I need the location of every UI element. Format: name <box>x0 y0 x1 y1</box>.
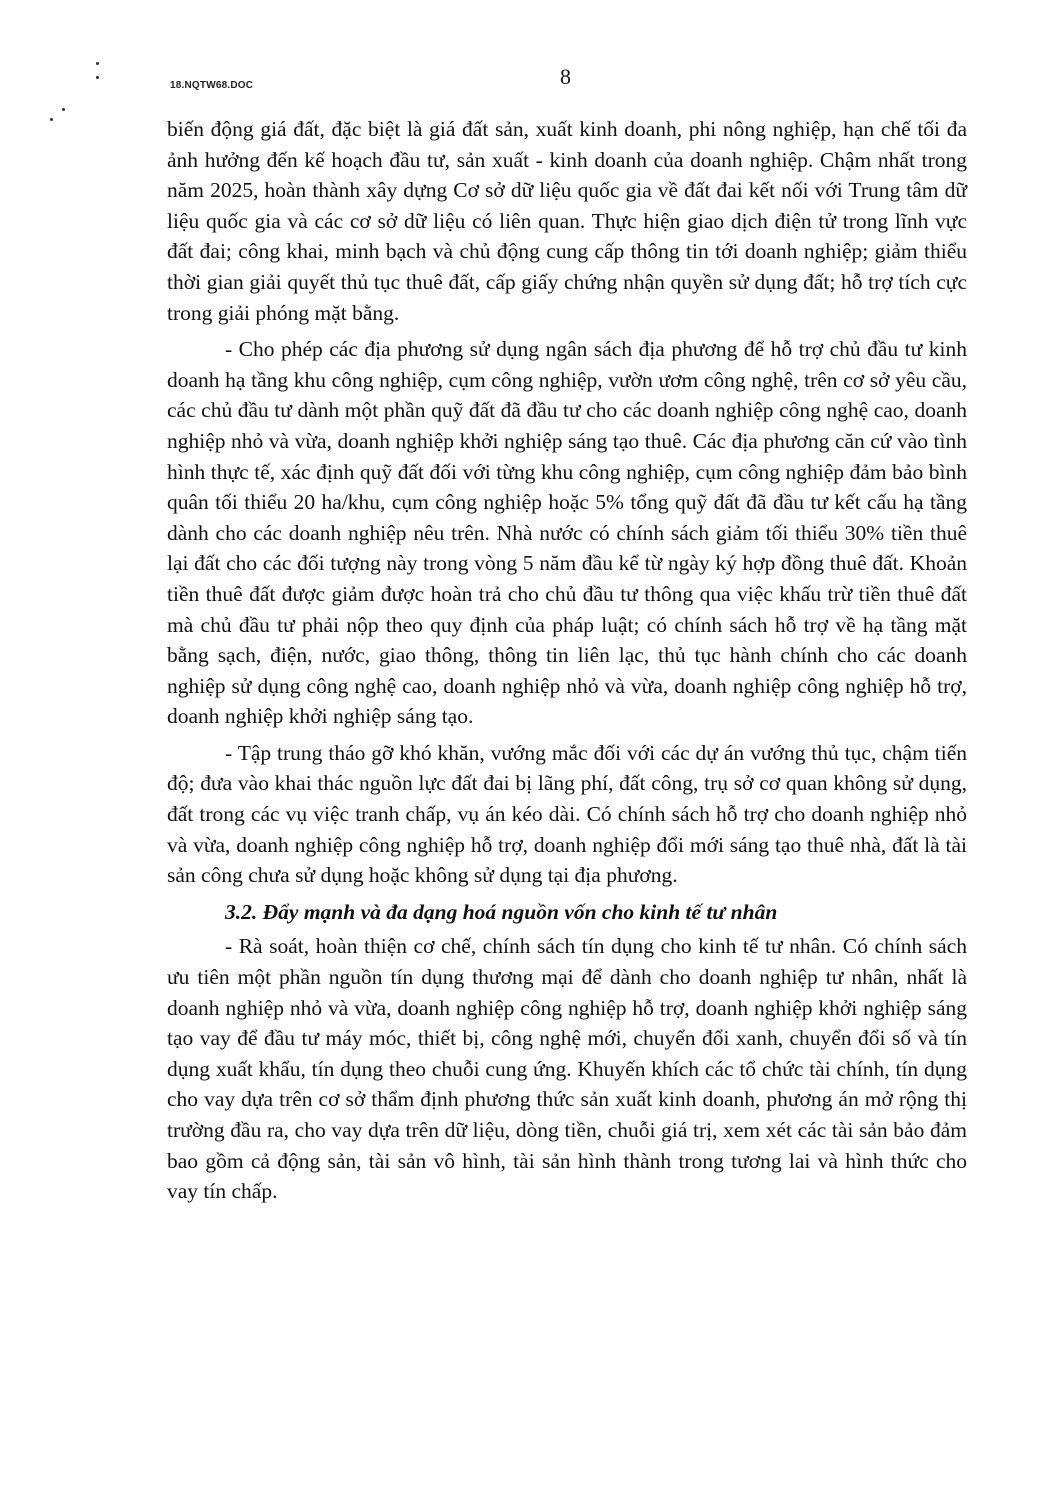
paragraph: biến động giá đất, đặc biệt là giá đất sản, xuất kinh doanh, phi nông nghiệp, hạn chế tối đa ảnh hưởng đến kế hoạch đầu tư, sản xuất - kinh doanh của doanh nghiệp. Chậm nhất trong năm 2025, hoàn thành xây dựng Cơ sở dữ liệu quốc gia về đất đai kết nối với Trung tâm dữ liệu quốc gia và các cơ sở dữ liệu có liên quan. Thực hiện giao dịch điện tử trong lĩnh vực đất đai; công khai, minh bạch và chủ động cung cấp thông tin tới doanh nghiệp; giảm thiểu thời gian giải quyết thủ tục thuê đất, cấp giấy chứng nhận quyền sử dụng đất; hỗ trợ tích cực trong giải phóng mặt bằng. <box>167 117 967 325</box>
document-code: 18.NQTW68.DOC <box>170 80 254 91</box>
scan-mark <box>96 76 99 79</box>
paragraph: - Cho phép các địa phương sử dụng ngân sách địa phương để hỗ trợ chủ đầu tư kinh doanh hạ tầng khu công nghiệp, cụm công nghiệp, vườn ươm công nghệ, trên cơ sở yêu cầu, các chủ đầu tư dành một phần quỹ đất đã đầu tư cho các doanh nghiệp công nghệ cao, doanh nghiệp nhỏ và vừa, doanh nghiệp khởi nghiệp sáng tạo thuê. Các địa phương căn cứ vào tình hình thực tế, xác định quỹ đất đối với từng khu công nghiệp, cụm công nghiệp đảm bảo bình quân tối thiểu 20 ha/khu, cụm công nghiệp hoặc 5% tổng quỹ đất đã đầu tư kết cấu hạ tầng dành cho các doanh nghiệp nêu trên. Nhà nước có chính sách giảm tối thiểu 30% tiền thuê lại đất cho các đối tượng này trong vòng 5 năm đầu kể từ ngày ký hợp đồng thuê đất. Khoản tiền thuê đất được giảm được hoàn trả cho chủ đầu tư thông qua việc khấu trừ tiền thuê đất mà chủ đầu tư phải nộp theo quy định của pháp luật; có chính sách hỗ trợ về hạ tầng mặt bằng sạch, điện, nước, giao thông, thông tin liên lạc, thủ tục hành chính cho các doanh nghiệp sử dụng công nghệ cao, doanh nghiệp nhỏ và vừa, doanh nghiệp công nghiệp hỗ trợ, doanh nghiệp khởi nghiệp sáng tạo. <box>167 337 967 729</box>
paragraph: - Rà soát, hoàn thiện cơ chế, chính sách tín dụng cho kinh tế tư nhân. Có chính sách ưu tiên một phần nguồn tín dụng thương mại để dành cho doanh nghiệp tư nhân, nhất là doanh nghiệp nhỏ và vừa, doanh nghiệp công nghiệp hỗ trợ, doanh nghiệp khởi nghiệp sáng tạo vay để đầu tư máy móc, thiết bị, công nghệ mới, chuyển đổi xanh, chuyển đổi số và tín dụng xuất khẩu, tín dụng theo chuỗi cung ứng. Khuyến khích các tổ chức tài chính, tín dụng cho vay dựa trên cơ sở thẩm định phương thức sản xuất kinh doanh, phương án mở rộng thị trường đầu ra, cho vay dựa trên dữ liệu, dòng tiền, chuỗi giá trị, xem xét các tài sản bảo đảm bao gồm cả động sản, tài sản vô hình, tài sản hình thành trong tương lai và hình thức cho vay tín chấp. <box>167 934 967 1204</box>
paragraph: - Tập trung tháo gỡ khó khăn, vướng mắc đối với các dự án vướng thủ tục, chậm tiến độ; đưa vào khai thác nguồn lực đất đai bị lãng phí, đất công, trụ sở cơ quan không sử dụng, đất trong các vụ việc tranh chấp, vụ án kéo dài. Có chính sách hỗ trợ cho doanh nghiệp nhỏ và vừa, doanh nghiệp công nghiệp hỗ trợ, doanh nghiệp đổi mới sáng tạo thuê nhà, đất là tài sản công chưa sử dụng hoặc không sử dụng tại địa phương. <box>167 740 967 888</box>
scan-mark <box>62 108 65 111</box>
scan-mark <box>96 62 99 65</box>
scan-mark <box>50 118 53 121</box>
page-number: 8 <box>560 64 571 89</box>
section-heading: 3.2. Đẩy mạnh và đa dạng hoá nguồn vốn cho kinh tế tư nhân <box>225 899 778 924</box>
document-body <box>167 114 967 1213</box>
